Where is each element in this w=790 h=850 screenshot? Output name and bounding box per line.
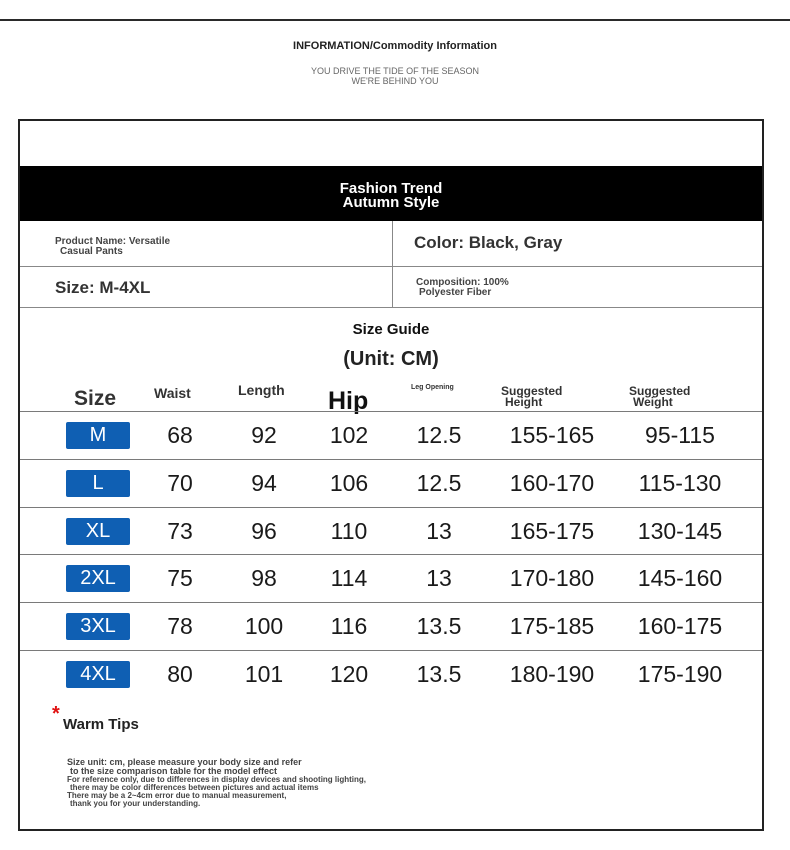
weight-header-line-2: Weight <box>633 395 673 409</box>
height-header-line-2: Height <box>505 395 543 409</box>
col-header-waist: Waist <box>154 385 191 401</box>
weight-cell: 145-160 <box>637 565 723 591</box>
hip-cell: 116 <box>330 613 368 639</box>
length-cell: 101 <box>244 661 284 687</box>
col-header-hip: Hip <box>328 387 369 415</box>
leg-opening-cell: 13 <box>426 518 452 544</box>
weight-cell: 115-130 <box>638 470 722 496</box>
composition-line-2: Polyester Fiber <box>419 287 492 298</box>
banner-line-1: Fashion Trend <box>339 180 443 197</box>
length-cell: 94 <box>251 470 277 496</box>
leg-opening-cell: 13.5 <box>416 661 462 687</box>
warm-tips-title: Warm Tips <box>63 716 139 733</box>
tips-line-4: there may be color differences between pictures and actual items <box>70 783 319 792</box>
size-guide-unit: (Unit: CM) <box>343 348 439 370</box>
leg-opening-cell: 12.5 <box>416 422 462 448</box>
col-header-height <box>501 386 562 408</box>
fashion-banner <box>20 166 762 221</box>
hip-cell: 114 <box>330 565 368 591</box>
page-title: INFORMATION/Commodity Information <box>293 40 497 52</box>
height-cell: 155-165 <box>509 422 595 448</box>
subtitle-line-2: WE'RE BEHIND YOU <box>351 76 439 86</box>
tips-line-6: thank you for your understanding. <box>70 799 201 808</box>
commodity-info-card <box>18 119 764 831</box>
waist-cell: 78 <box>167 613 193 639</box>
hip-cell: 106 <box>329 470 369 496</box>
length-cell: 100 <box>244 613 284 639</box>
size-guide-title: Size Guide <box>352 321 430 338</box>
col-header-size: Size <box>74 387 117 410</box>
hip-cell: 110 <box>330 518 368 544</box>
table-row <box>20 411 762 459</box>
table-row <box>20 602 762 650</box>
tips-line-2: to the size comparison table for the model effect <box>70 766 278 776</box>
color-value: Color: Black, Gray <box>414 233 563 252</box>
height-cell: 170-180 <box>509 565 595 591</box>
subtitle-line-1: YOU DRIVE THE TIDE OF THE SEASON <box>310 66 480 76</box>
length-cell: 92 <box>251 422 277 448</box>
info-row-1 <box>20 221 762 266</box>
hip-cell: 102 <box>329 422 369 448</box>
table-row <box>20 554 762 602</box>
size-badge: XL <box>66 518 130 545</box>
size-range: Size: M-4XL <box>55 278 151 297</box>
table-row <box>20 650 762 698</box>
size-badge: M <box>66 422 130 449</box>
size-badge: L <box>66 470 130 497</box>
top-divider <box>0 19 790 21</box>
weight-cell: 175-190 <box>637 661 723 687</box>
composition <box>416 278 509 318</box>
weight-cell: 160-175 <box>637 613 723 639</box>
tips-line-3: For reference only, due to differences in display devices and shooting lighting, <box>67 775 367 784</box>
waist-cell: 73 <box>167 518 193 544</box>
col-header-weight <box>629 386 690 408</box>
col-header-leg-opening: Leg Opening <box>411 384 454 391</box>
height-cell: 180-190 <box>509 661 595 687</box>
weight-header-line-1: Suggested <box>629 384 691 398</box>
waist-cell: 75 <box>167 565 193 591</box>
product-name-line-2: Casual Pants <box>60 246 123 257</box>
leg-opening-cell: 13 <box>426 565 452 591</box>
length-cell: 98 <box>251 565 277 591</box>
hip-cell: 120 <box>329 661 369 687</box>
leg-opening-cell: 12.5 <box>416 470 462 496</box>
product-name-line-1: Product Name: Versatile <box>55 236 171 247</box>
tips-star-icon: * <box>52 703 60 725</box>
banner-line-2: Autumn Style <box>342 194 440 211</box>
composition-line-1: Composition: 100% <box>416 277 509 288</box>
tips-line-1: Size unit: cm, please measure your body size and refer <box>67 757 302 767</box>
waist-cell: 70 <box>167 470 193 496</box>
height-header-line-1: Suggested <box>501 384 563 398</box>
weight-cell: 130-145 <box>637 518 723 544</box>
size-badge: 3XL <box>66 613 130 640</box>
weight-cell: 95-115 <box>645 422 715 448</box>
tips-line-5: There may be a 2~4cm error due to manual measurement, <box>67 791 287 800</box>
leg-opening-cell: 13.5 <box>416 613 462 639</box>
height-cell: 160-170 <box>509 470 595 496</box>
height-cell: 175-185 <box>509 613 595 639</box>
size-badge: 4XL <box>66 661 130 688</box>
table-row <box>20 507 762 555</box>
length-cell: 96 <box>251 518 277 544</box>
size-badge: 2XL <box>66 565 130 592</box>
page-subtitle <box>0 66 790 86</box>
info-row-2 <box>20 267 762 307</box>
waist-cell: 80 <box>167 661 193 687</box>
table-row <box>20 459 762 507</box>
col-header-length: Length <box>238 382 285 398</box>
warm-tips-text <box>67 758 627 808</box>
waist-cell: 68 <box>167 422 193 448</box>
height-cell: 165-175 <box>509 518 595 544</box>
